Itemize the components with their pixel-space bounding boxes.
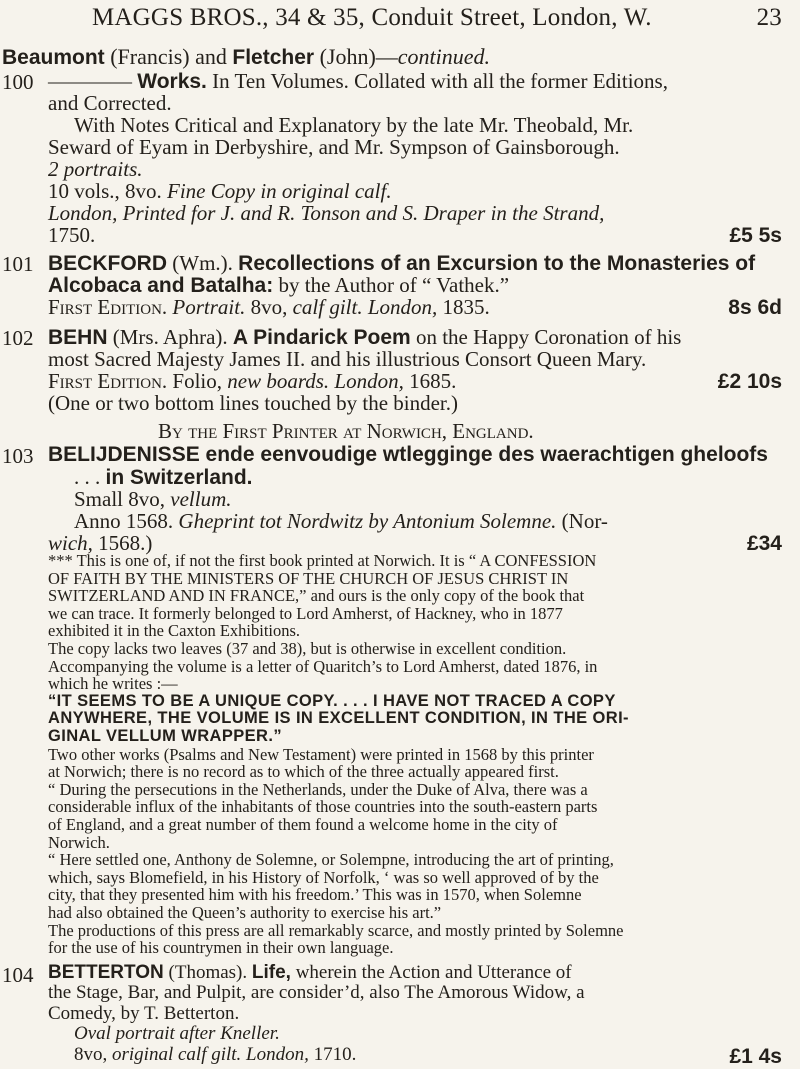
entry-line: 8vo, original calf gilt. London, 1710.: [74, 1043, 357, 1065]
entry-line: BEHN (Mrs. Aphra). A Pindarick Poem on the Happy Coronation of his: [48, 325, 682, 349]
entry-line: Alcobaca and Batalha: by the Author of “ Vathek.”: [48, 273, 510, 297]
entry-line: 1750.: [48, 223, 96, 247]
entry-line: most Sacred Majesty James II. and his illustrious Consort Queen Mary.: [48, 347, 647, 371]
section-heading: By the First Printer at Norwich, England.: [158, 419, 534, 443]
entry-line: 10 vols., 8vo. Fine Copy in original calf.: [48, 179, 392, 203]
price: 8s 6d: [728, 296, 782, 319]
note-line: considerable influx of the inhabitants of those countries into the south-eastern parts: [48, 797, 598, 817]
note-line: of England, and a great number of them found a welcome home in the city of: [48, 815, 558, 834]
note-line: at Norwich; there is no record as to which of the three actually appeared first.: [48, 762, 559, 782]
entry-line: . . . in Switzerland.: [74, 465, 253, 489]
entry-line: BELIJDENISSE ende eenvoudige wtlegginge des waerachtigen gheloofs: [48, 443, 768, 466]
continued-heading: Beaumont (Francis) and Fletcher (John)—continued.: [2, 44, 491, 69]
note-line: city, that they presented him with his freedom.’ This was in 1570, when Solemne: [48, 885, 582, 905]
note-line: we can trace. It formerly belonged to Lord Amherst, of Hackney, who in 1877: [48, 603, 563, 623]
note-line: for the use of his countrymen in their own language.: [48, 938, 394, 958]
entry-line: the Stage, Bar, and Pulpit, are consider’d, also The Amorous Widow, a: [48, 982, 585, 1004]
author-name-2: Fletcher: [232, 46, 315, 69]
quote-line: GINAL VELLUM WRAPPER.”: [48, 727, 282, 745]
note-line: Accompanying the volume is a letter of Quaritch’s to Lord Amherst, dated 1876, in: [48, 656, 598, 676]
entry-number: 102: [2, 326, 34, 350]
note-line: Two other works (Psalms and New Testament) were printed in 1568 by this printer: [48, 744, 594, 764]
note-line: “ During the persecutions in the Netherlands, under the Duke of Alva, there was a: [48, 779, 588, 799]
entry-number: 100: [2, 70, 34, 94]
entry-line: Oval portrait after Kneller.: [74, 1023, 280, 1045]
entry-note: (One or two bottom lines touched by the binder.): [48, 391, 459, 415]
price: £34: [746, 532, 782, 555]
entry-line: Anno 1568. Gheprint tot Nordwitz by Antonium Solemne. (Nor-: [74, 509, 608, 533]
entry-line: Small 8vo, vellum.: [74, 487, 232, 511]
quote-line: ANYWHERE, THE VOLUME IS IN EXCELLENT CONDITION, IN THE ORI-: [48, 709, 629, 728]
entry-number: 103: [2, 444, 34, 468]
entry-line: First Edition. Portrait. 8vo, calf gilt. London, 1835.: [48, 295, 490, 319]
entry-line: ———— Works. In Ten Volumes. Collated with all the former Editions,: [48, 69, 668, 93]
entry-line: With Notes Critical and Explanatory by the late Mr. Theobald, Mr.: [74, 113, 634, 137]
entry-line: BETTERTON (Thomas). Life, wherein the Action and Utterance of: [48, 961, 572, 983]
note-line: which he writes :—: [48, 674, 178, 694]
entry-line: London, Printed for J. and R. Tonson and S. Draper in the Strand,: [48, 201, 605, 225]
price: £1 4s: [729, 1044, 782, 1068]
note-line: The productions of this press are all remarkably scarce, and mostly printed by Solemne: [48, 920, 624, 940]
entry-line: First Edition. Folio, new boards. London, 1685.: [48, 369, 457, 393]
header-title: MAGGS BROS., 34 & 35, Conduit Street, London, W.: [92, 4, 652, 31]
page-header: [92, 4, 792, 32]
entry-line: 2 portraits.: [48, 157, 143, 181]
note-line: Norwich.: [48, 832, 110, 852]
note-line: exhibited it in the Caxton Exhibitions.: [48, 621, 301, 641]
entry-line: BECKFORD (Wm.). Recollections of an Excursion to the Monasteries of: [48, 251, 756, 275]
note-line: *** This is one of, if not the first book printed at Norwich. It is “ A CONFESSION: [48, 551, 597, 570]
entry-number: 104: [2, 962, 34, 987]
note-line: The copy lacks two leaves (37 and 38), but is otherwise in excellent condition.: [48, 639, 567, 658]
quote-line: “IT SEEMS TO BE A UNIQUE COPY. . . . I HAVE NOT TRACED A COPY: [48, 691, 616, 710]
note-line: which, says Blomefield, in his History of Norfolk, ‘ was so well approved of by the: [48, 867, 599, 887]
entry-line: and Corrected.: [48, 91, 172, 115]
entry-number: 101: [2, 252, 34, 276]
price: £2 10s: [717, 370, 782, 393]
note-line: OF FAITH BY THE MINISTERS OF THE CHURCH OF JESUS CHRIST IN: [48, 568, 569, 588]
entry-line: wich, 1568.): [48, 531, 153, 555]
note-line: SWITZERLAND AND IN FRANCE,” and ours is the only copy of the book that: [48, 586, 585, 606]
page-number: 23: [756, 4, 782, 31]
entry-line: Comedy, by T. Betterton.: [48, 1002, 240, 1024]
author-name: Beaumont: [2, 46, 105, 69]
entry-line: Seward of Eyam in Derbyshire, and Mr. Sympson of Gainsborough.: [48, 135, 620, 159]
note-line: had also obtained the Queen’s authority to exercise his art.”: [48, 903, 442, 922]
price: £5 5s: [729, 224, 782, 247]
note-line: “ Here settled one, Anthony de Solemne, or Solempne, introducing the art of printing,: [48, 850, 614, 870]
